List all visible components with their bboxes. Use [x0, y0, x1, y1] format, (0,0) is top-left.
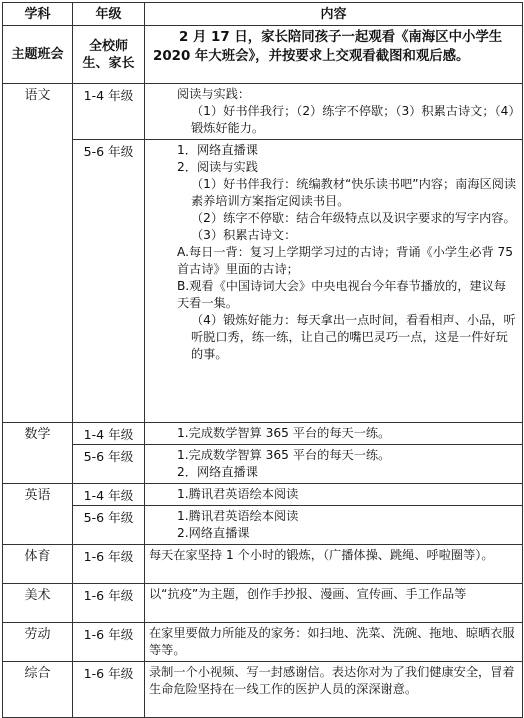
content-line: 每天在家坚持 1 个小时的锻炼，（广播体操、跳绳、呼啦圈等）。 — [149, 548, 494, 562]
content-line: （1）好书伴我行：统编教材“快乐读书吧”内容；南海区阅读素养培训方案指定阅读书目。 — [191, 177, 517, 208]
subject-cell: 语文 — [3, 84, 73, 423]
table-row — [3, 506, 523, 545]
theme-row — [3, 26, 523, 84]
schedule-table — [2, 2, 523, 718]
content-line: （1）好书伴我行；（2）练字不停歇；（3）积累古诗文；（4）锻炼好能力。 — [191, 104, 515, 135]
content-line: A.每日一背：复习上学期学习过的古诗；背诵《小学生必背 75 首古诗》里面的古诗； — [177, 245, 514, 276]
content-line: 2.网络直播课 — [177, 526, 250, 540]
content-line: （3）积累古诗文： — [191, 228, 297, 242]
grade-cell: 5-6 年级 — [73, 140, 145, 423]
content-line: 阅读与实践： — [177, 87, 251, 101]
table-row — [3, 140, 523, 423]
content-line: 1.完成数学智算 365 平台的每天一练。 — [177, 448, 391, 462]
subject-cell: 劳动 — [3, 623, 73, 662]
table-row — [3, 545, 523, 584]
content-line: 1.腾讯君英语绘本阅读 — [177, 487, 299, 501]
content-line: 1.腾讯君英语绘本阅读 — [177, 509, 299, 523]
content-line: 在家里要做力所能及的家务：如扫地、洗菜、洗碗、拖地、晾晒衣服等等。 — [149, 626, 515, 657]
subject-cell: 数学 — [3, 423, 73, 484]
subject-cell: 英语 — [3, 484, 73, 545]
table-row — [3, 662, 523, 718]
content-cell — [145, 662, 523, 718]
content-cell — [145, 140, 523, 423]
header-content: 内容 — [145, 3, 523, 26]
header-grade: 年级 — [73, 3, 145, 26]
grade-cell: 1-4 年级 — [73, 84, 145, 140]
grade-cell: 1-6 年级 — [73, 584, 145, 623]
content-cell — [145, 623, 523, 662]
grade-cell: 1-4 年级 — [73, 484, 145, 506]
content-cell — [145, 484, 523, 506]
subject-cell: 体育 — [3, 545, 73, 584]
table-row — [3, 423, 523, 445]
content-cell — [145, 445, 523, 484]
theme-subject: 主题班会 — [3, 26, 73, 84]
content-cell — [145, 584, 523, 623]
content-line: 1.完成数学智算 365 平台的每天一练。 — [177, 426, 391, 440]
theme-content: 2 月 17 日，家长陪同孩子一起观看《南海区中小学生 2020 年大班会》，并按要求上交观看截图和观后感。 — [145, 26, 523, 84]
content-line: 2．阅读与实践 — [177, 160, 258, 174]
table-row — [3, 584, 523, 623]
content-line: 1．网络直播课 — [177, 143, 258, 157]
grade-cell: 1-6 年级 — [73, 623, 145, 662]
grade-cell: 1-6 年级 — [73, 662, 145, 718]
table-row — [3, 84, 523, 140]
content-line: 以“抗疫”为主题，创作手抄报、漫画、宣传画、手工作品等 — [149, 587, 467, 601]
theme-grade: 全校师生、家长 — [73, 26, 145, 84]
grade-cell: 1-6 年级 — [73, 545, 145, 584]
header-subject: 学科 — [3, 3, 73, 26]
table-header-row — [3, 3, 523, 26]
content-line: （4）锻炼好能力：每天拿出一点时间，看看相声、小品，听听脱口秀，练一练，让自己的嘴巴灵巧一点，这是一件好玩的事。 — [191, 313, 516, 361]
content-cell — [145, 545, 523, 584]
content-line: 录制一个小视频、写一封感谢信。表达你对为了我们健康安全，冒着生命危险坚持在一线工作的医护人员的深深谢意。 — [149, 665, 515, 696]
content-line: B.观看《中国诗词大会》中央电视台今年春节播放的，建议每天看一集。 — [177, 279, 507, 310]
grade-cell: 5-6 年级 — [73, 506, 145, 545]
content-line: 2．网络直播课 — [177, 465, 258, 479]
content-line: （2）练字不停歇：结合年级特点以及识字要求的写字内容。 — [191, 211, 516, 225]
content-cell — [145, 84, 523, 140]
table-row — [3, 623, 523, 662]
grade-cell: 1-4 年级 — [73, 423, 145, 445]
subject-cell: 美术 — [3, 584, 73, 623]
subject-cell: 综合 — [3, 662, 73, 718]
content-cell — [145, 423, 523, 445]
content-cell — [145, 506, 523, 545]
grade-cell: 5-6 年级 — [73, 445, 145, 484]
table-row — [3, 445, 523, 484]
table-row — [3, 484, 523, 506]
